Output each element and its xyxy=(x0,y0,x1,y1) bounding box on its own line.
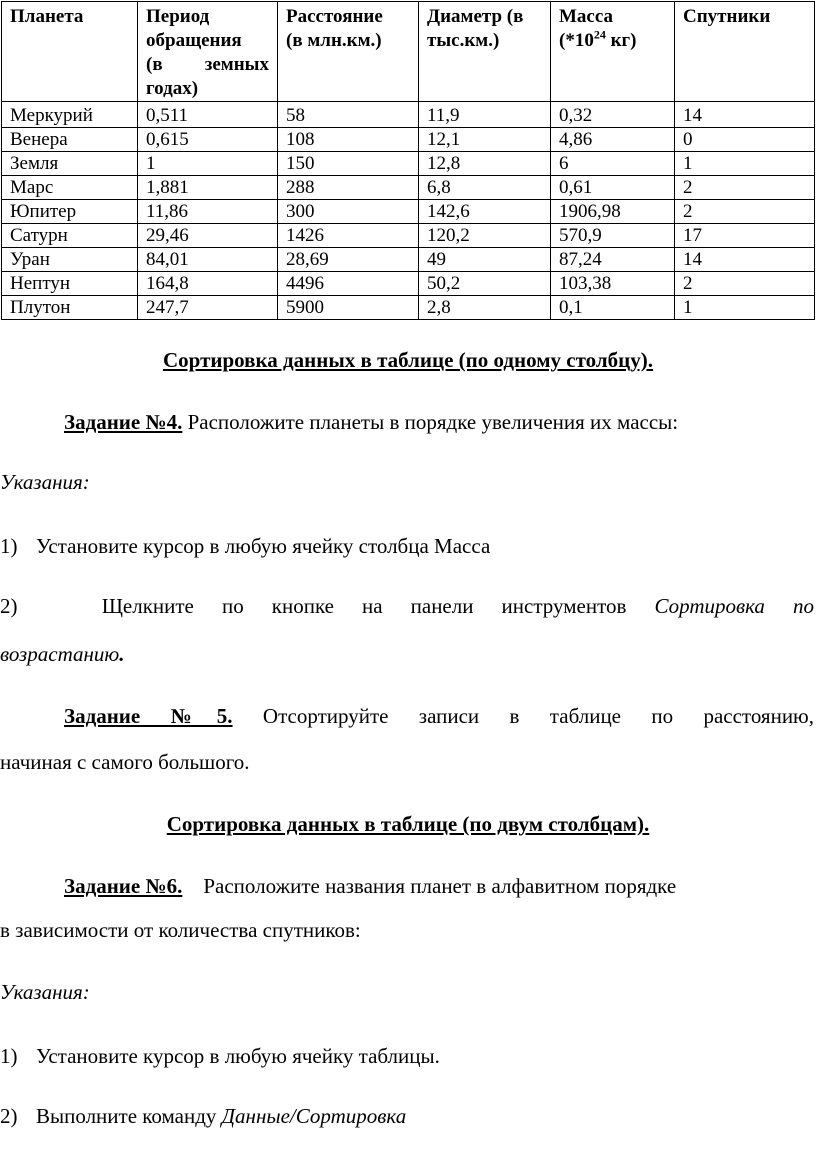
table-cell: Земля xyxy=(2,152,138,176)
table-cell: 1 xyxy=(675,152,815,176)
table-cell: 58 xyxy=(278,102,419,128)
section-heading-one-column: Сортировка данных в таблице (по одному столбцу). xyxy=(163,348,653,372)
table-cell: 1426 xyxy=(278,224,419,248)
table-cell: 6,8 xyxy=(419,176,551,200)
task4-text: Расположите планеты в порядке увеличения их массы: xyxy=(182,410,679,434)
task4-step2-cont: возрастанию. xyxy=(0,642,125,666)
task6-step2: 2) Выполните команду Данные/Сортировка xyxy=(0,1104,407,1128)
table-cell: Нептун xyxy=(2,272,138,296)
table-cell: 288 xyxy=(278,176,419,200)
task6-step1: 1) Установите курсор в любую ячейку таблицы. xyxy=(0,1044,440,1068)
table-cell: 108 xyxy=(278,128,419,152)
table-cell: 2 xyxy=(675,176,815,200)
header-mass: Масса ($*10^{24}$ кг) xyxy=(551,2,675,102)
table-row xyxy=(2,152,815,176)
table-row xyxy=(2,176,815,200)
task5-paragraph: Задание №5. Отсортируйте записи в таблице по расстоянию, xyxy=(64,704,814,728)
section-heading-two-columns: Сортировка данных в таблице (по двум столбцам). xyxy=(166,812,650,836)
table-cell: 2,8 xyxy=(419,296,551,320)
header-satellites: Спутники xyxy=(675,2,815,102)
task4-step1: 1) Установите курсор в любую ячейку столбца Масса xyxy=(0,534,491,558)
table-cell: Плутон xyxy=(2,296,138,320)
table-cell: 300 xyxy=(278,200,419,224)
table-row xyxy=(2,200,815,224)
table-cell: 14 xyxy=(675,248,815,272)
table-cell: 29,46 xyxy=(138,224,278,248)
table-row xyxy=(2,272,815,296)
task4-step2: 2) Щелкните по кнопке на панели инструментов Сортировка по xyxy=(0,594,814,618)
table-cell: 49 xyxy=(419,248,551,272)
task4-hints-label: Указания: xyxy=(0,470,90,494)
table-cell: 11,86 xyxy=(138,200,278,224)
table-cell: 0,615 xyxy=(138,128,278,152)
table-cell: 150 xyxy=(278,152,419,176)
table-row xyxy=(2,128,815,152)
table-header-row xyxy=(2,2,815,102)
table-cell: 5900 xyxy=(278,296,419,320)
table-cell: 1906,98 xyxy=(551,200,675,224)
table-cell: 0,61 xyxy=(551,176,675,200)
table-cell: 142,6 xyxy=(419,200,551,224)
table-cell: Марс xyxy=(2,176,138,200)
table-cell: 11,9 xyxy=(419,102,551,128)
task6-paragraph: Задание №6. Расположите названия планет в алфавитном порядке xyxy=(64,874,677,898)
table-cell: 12,8 xyxy=(419,152,551,176)
table-cell: 247,7 xyxy=(138,296,278,320)
table-cell: 4,86 xyxy=(551,128,675,152)
table-cell: 103,38 xyxy=(551,272,675,296)
planets-table xyxy=(1,1,815,320)
table-cell: 14 xyxy=(675,102,815,128)
table-row xyxy=(2,248,815,272)
table-cell: 1,881 xyxy=(138,176,278,200)
header-planet: Планета xyxy=(2,2,138,102)
header-distance: Расстояние (в млн.км.) xyxy=(278,2,419,102)
table-cell: 570,9 xyxy=(551,224,675,248)
table-cell: Уран xyxy=(2,248,138,272)
table-row xyxy=(2,102,815,128)
table-row xyxy=(2,224,815,248)
task6-paragraph-cont: в зависимости от количества спутников: xyxy=(0,918,361,942)
task6-hints-label: Указания: xyxy=(0,980,90,1004)
table-cell: 0,1 xyxy=(551,296,675,320)
table-cell: 4496 xyxy=(278,272,419,296)
table-cell: Венера xyxy=(2,128,138,152)
table-cell: 2 xyxy=(675,200,815,224)
table-cell: 1 xyxy=(675,296,815,320)
table-cell: 6 xyxy=(551,152,675,176)
task5-paragraph-cont: начиная с самого большого. xyxy=(0,750,250,774)
table-cell: 12,1 xyxy=(419,128,551,152)
table-cell: 0,32 xyxy=(551,102,675,128)
table-row xyxy=(2,296,815,320)
table-cell: 164,8 xyxy=(138,272,278,296)
table-cell: 120,2 xyxy=(419,224,551,248)
header-period: Период обращения (в земных годах) xyxy=(138,2,278,102)
table-cell: Сатурн xyxy=(2,224,138,248)
table-cell: 87,24 xyxy=(551,248,675,272)
task4-title: Задание №4. xyxy=(64,410,183,434)
table-cell: 2 xyxy=(675,272,815,296)
table-cell: 84,01 xyxy=(138,248,278,272)
task5-title: Задание №5. xyxy=(64,704,233,728)
table-cell: 28,69 xyxy=(278,248,419,272)
table-cell: 17 xyxy=(675,224,815,248)
table-cell: Меркурий xyxy=(2,102,138,128)
header-diameter: Диаметр (в тыс.км.) xyxy=(419,2,551,102)
table-cell: 50,2 xyxy=(419,272,551,296)
table-cell: 0 xyxy=(675,128,815,152)
table-cell: 1 xyxy=(138,152,278,176)
task6-title: Задание №6. xyxy=(64,874,183,898)
table-cell: 0,511 xyxy=(138,102,278,128)
table-cell: Юпитер xyxy=(2,200,138,224)
task4-paragraph xyxy=(0,408,816,436)
